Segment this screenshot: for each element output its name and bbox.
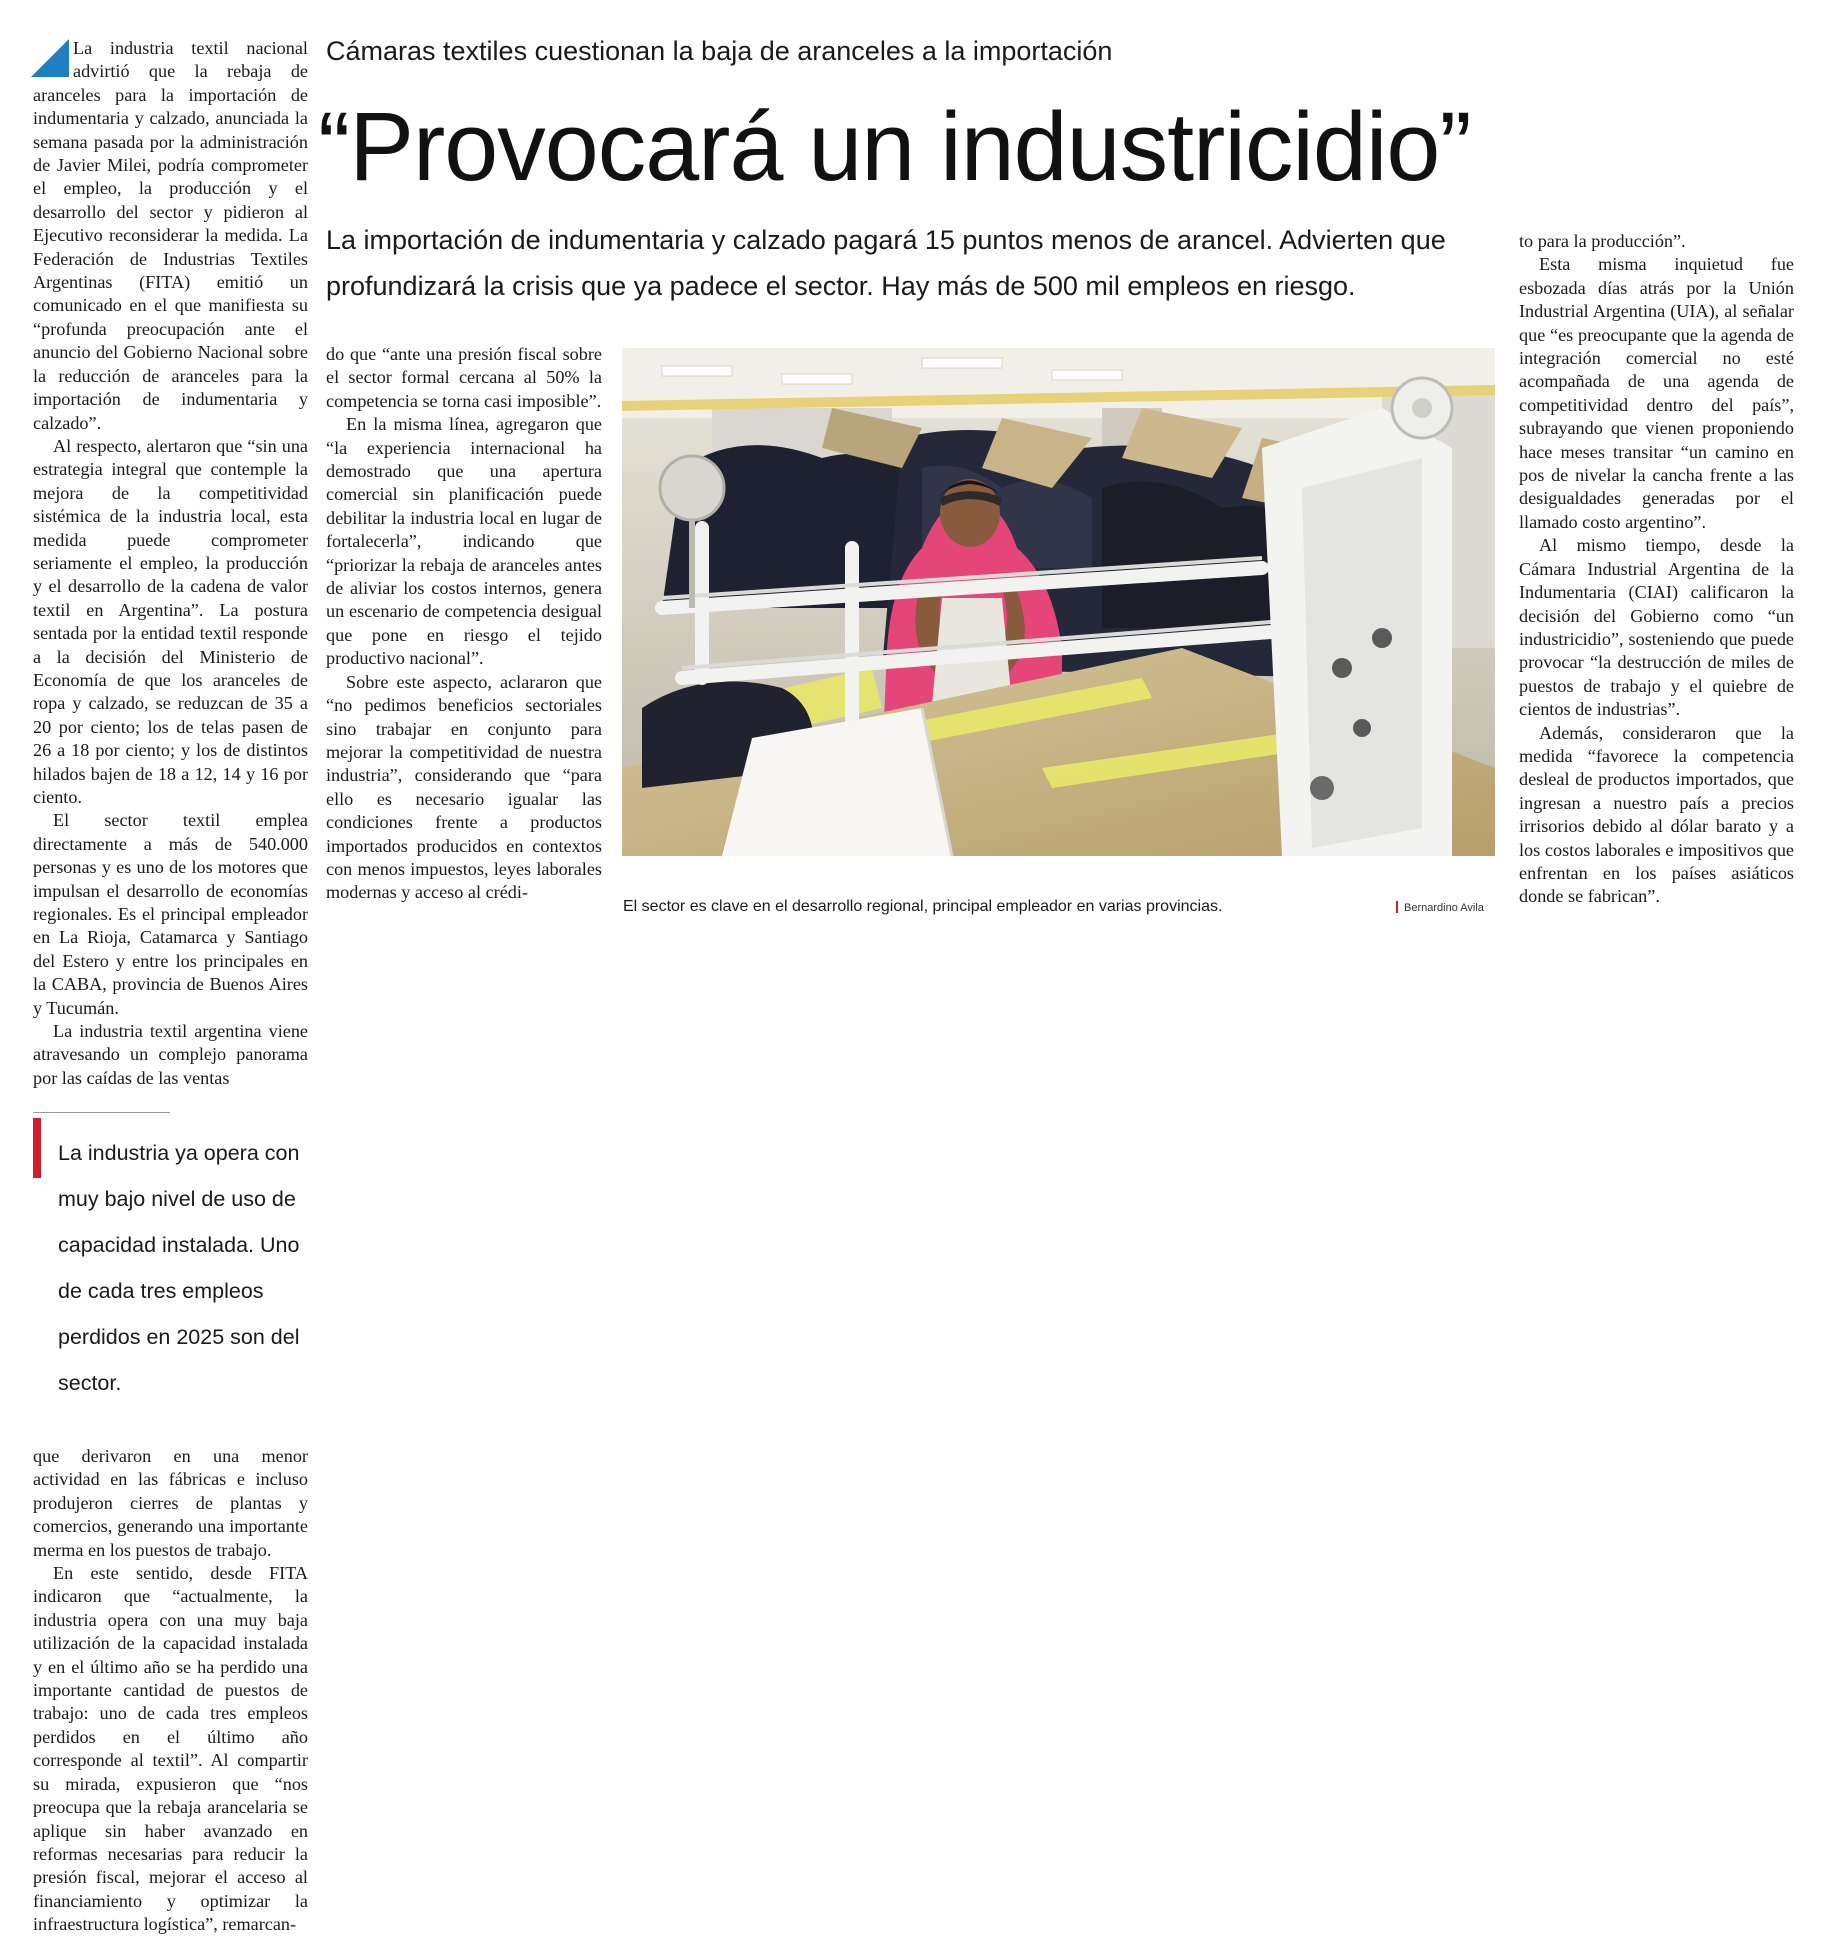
pullquote-accent-bar: [33, 1118, 41, 1178]
body-paragraph: Al mismo tiempo, desde la Cámara Industrial Argentina de la Indumentaria (CIAI) calificaron la decisión del Gobierno como “un industricidio”, sosteniendo que puede provocar “la destrucción de miles de puestos de trabajo y el quiebre de cientos de industrias”.: [1519, 535, 1794, 720]
body-paragraph: que derivaron en una menor actividad en las fábricas e incluso produjeron cierres de plantas y comercios, generando una importante merma en los puestos de trabajo.: [33, 1446, 308, 1560]
body-paragraph: Esta misma inquietud fue esbozada días atrás por la Unión Industrial Argentina (UIA), al señalar que “es preocupante que la agenda de integración comercial no esté acompañada de una agenda de competitividad dentro del país”, subrayando que vienen proponiendo hace meses transitar “un camino en pos de nivelar la cancha frente a las desigualdades generadas por el llamado costo argentino”.: [1519, 254, 1794, 532]
article-headline: “Provocará un industricidio”: [318, 92, 1471, 201]
article-kicker: Cámaras textiles cuestionan la baja de aranceles a la importación: [326, 36, 1113, 66]
body-column-middle: [326, 343, 602, 905]
photo-credit-text: Bernardino Avila: [1404, 902, 1484, 914]
body-paragraph: Además, consideraron que la medida “favorece la competencia desleal de productos importados, que ingresan a nuestro país a precios irrisorios debido al dólar barato y a los costos laborales e impositivos que enfrentan en los países asiáticos donde se fabrican”.: [1519, 722, 1794, 907]
pullquote-rule: [33, 1112, 170, 1113]
body-paragraph: to para la producción”.: [1519, 231, 1686, 251]
body-column-right: [1519, 230, 1794, 909]
photo-caption: El sector es clave en el desarrollo regional, principal empleador en varias provincias.: [623, 898, 1223, 915]
news-photo-textile-factory: [622, 348, 1495, 856]
article-deck: La importación de indumentaria y calzado pagará 15 puntos menos de arancel. Advierten que profundizará la crisis que ya padece el sector. Hay más de 500 mil empleos en riesgo.: [326, 225, 1446, 301]
body-paragraph: Sobre este aspecto, aclararon que “no pedimos beneficios sectoriales sino trabajar en conjunto para mejorar la competitividad de nuestra industria”, considerando que “para ello es necesario igualar las condiciones frente a productos importados producidos en contextos con menos impuestos, leyes laborales modernas y acceso al crédi-: [326, 671, 602, 903]
body-paragraph: En la misma línea, agregaron que “la experiencia internacional ha demostrado que una apertura comercial sin planificación puede debilitar la industria local en lugar de fortalecerla”, indicando que “priorizar la rebaja de aranceles antes de aliviar los costos internos, genera un escenario de competencia desigual que pone en riesgo el tejido productivo nacional”.: [326, 414, 602, 669]
body-column-left-bottom: [33, 1445, 308, 1937]
body-paragraph: do que “ante una presión fiscal sobre el sector formal cercana al 50% la competencia se torna casi imposible”.: [326, 344, 602, 411]
body-column-left-top: [33, 37, 308, 1090]
body-paragraph: En este sentido, desde FITA indicaron que “actualmente, la industria opera con una muy baja utilización de la capacidad instalada y en el último año se ha perdido una importante cantidad de puestos de trabajo: uno de cada tres empleos perdidos en el último año corresponde al textil”. Al compartir su mirada, expusieron que “nos preocupa que la rebaja arancelaria se aplique sin haber avanzado en reformas necesarias para reducir la presión fiscal, mejorar el acceso al financiamiento y optimizar la infraestructura logística”, remarcan-: [33, 1563, 308, 1935]
photo-credit: [1396, 901, 1484, 914]
section-marker-triangle: [31, 39, 69, 77]
body-paragraph: El sector textil emplea directamente a más de 540.000 personas y es uno de los motores que impulsan el desarrollo de economías regionales. Es el principal empleador en La Rioja, Catamarca y Santiago del Estero y entre los principales en la CABA, provincia de Buenos Aires y Tucumán.: [33, 810, 308, 1018]
credit-marker: [1396, 901, 1398, 913]
pullquote: La industria ya opera con muy bajo nivel de uso de capacidad instalada. Uno de cada tres empleos perdidos en 2025 son del sector.: [58, 1141, 300, 1395]
body-paragraph: La industria textil nacional advirtió que la rebaja de aranceles para la importación de indumentaria y calzado, anunciada la semana pasada por la administración de Javier Milei, podría comprometer el empleo, la producción y el desarrollo del sector y pidieron al Ejecutivo reconsiderar la medida. La Federación de Industrias Textiles Argentinas (FITA) emitió un comunicado en el que manifiesta su “profunda preocupación ante el anuncio del Gobierno Nacional sobre la reducción de aranceles para la importación de indumentaria y calzado”.: [33, 38, 308, 433]
body-paragraph: Al respecto, alertaron que “sin una estrategia integral que contemple la mejora de la competitividad sistémica de la industria local, esta medida puede comprometer seriamente el empleo, la producción y el desarrollo de la cadena de valor textil en Argentina”. La postura sentada por la entidad textil responde a la decisión del Ministerio de Economía de que los aranceles de ropa y calzado, se reduzcan de 35 a 20 por ciento; los de telas pasen de 26 a 18 por ciento; y los de distintos hilados bajen de 18 a 12, 14 y 16 por ciento.: [33, 435, 308, 807]
body-paragraph: La industria textil argentina viene atravesando un complejo panorama por las caídas de las ventas: [33, 1021, 308, 1088]
